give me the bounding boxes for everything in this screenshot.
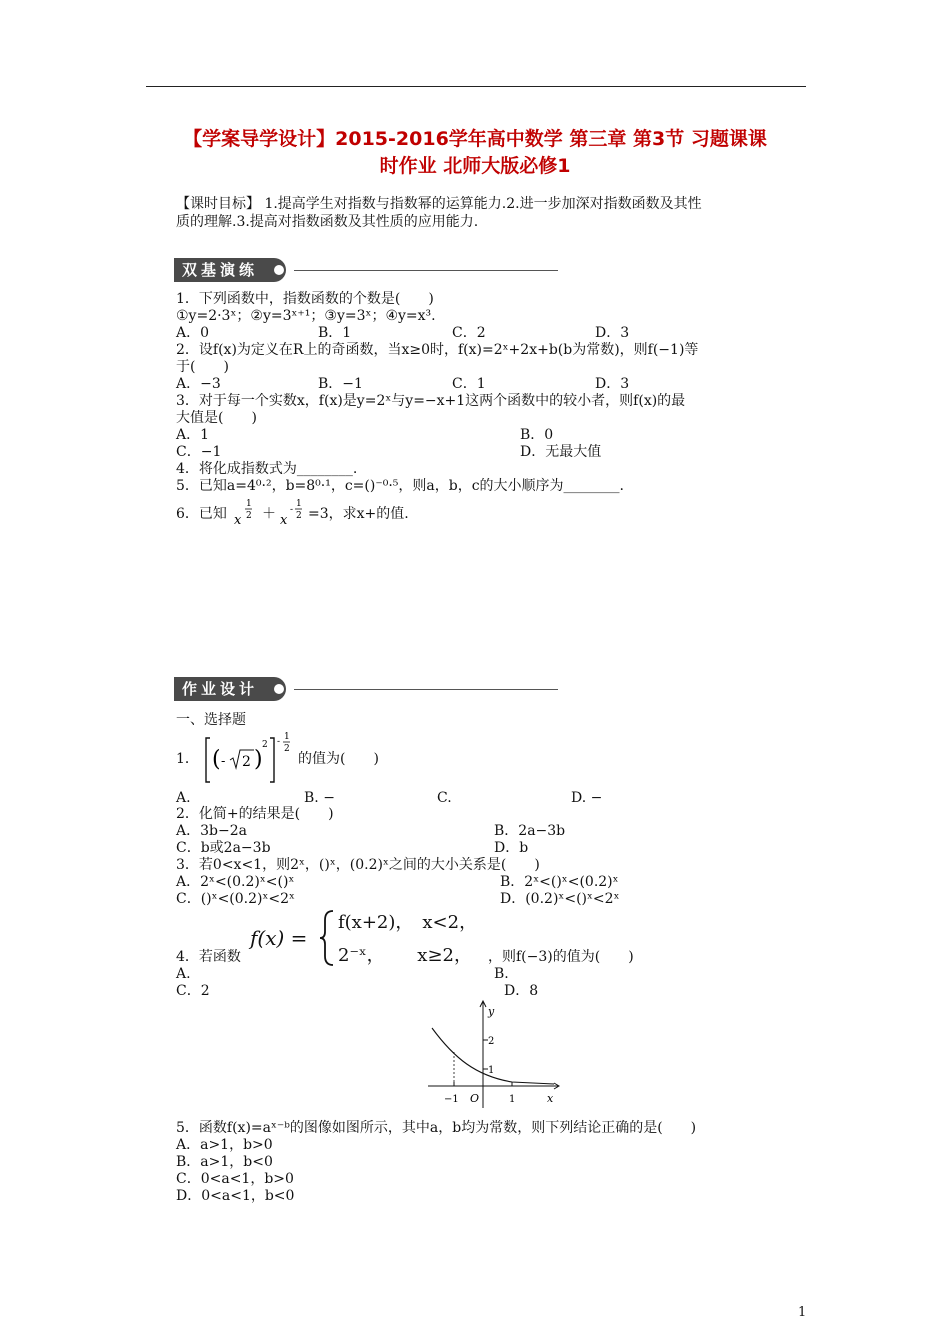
q6-prefix: 6．已知 — [176, 506, 227, 522]
section-banner-homework — [174, 677, 558, 703]
q1-options: ①y=2·3ˣ；②y=3ˣ⁺¹；③y=3ˣ；④y=x³. — [176, 308, 436, 324]
svg-text:1: 1 — [246, 499, 252, 509]
objective-line1: 【课时目标】 1.提高学生对指数与指数幂的运算能力.2.进一步加深对指数函数及其性 — [176, 196, 702, 212]
hw1-option-b: B. − — [304, 790, 335, 806]
q6-suffix: =3，求x+的值. — [308, 506, 409, 522]
svg-text:-: - — [221, 754, 226, 769]
hw4-option-b: B. — [494, 966, 509, 982]
hw5-graph — [426, 998, 562, 1112]
q2-line2: 于( ) — [176, 359, 229, 375]
q1-option-d: D．3 — [595, 325, 630, 341]
hw4-brace — [318, 908, 336, 968]
q3-option-a: A．1 — [176, 427, 210, 443]
section-rule — [294, 270, 558, 271]
document-title-line2: 时作业 北师大版必修1 — [379, 155, 571, 177]
svg-text:2: 2 — [262, 740, 268, 750]
graph-tick-y1: 1 — [488, 1065, 495, 1076]
hw2-option-b: B．2a−3b — [494, 823, 566, 839]
graph-tick-y2: 2 — [488, 1036, 495, 1047]
q1-option-a: A．0 — [176, 325, 210, 341]
hw2-option-a: A．3b−2a — [176, 823, 247, 839]
section-rule — [294, 689, 558, 690]
hw4-suffix: ，则f(−3)的值为( ) — [488, 949, 634, 965]
graph-tick-xm1: −1 — [444, 1094, 459, 1105]
svg-text:1: 1 — [296, 499, 302, 509]
bullet-icon — [274, 265, 284, 275]
hw1-option-a: A. — [176, 790, 191, 806]
q4-text: 4．将化成指数式为________. — [176, 461, 358, 477]
svg-text:2: 2 — [242, 754, 251, 770]
q3-option-b: B．0 — [520, 427, 554, 443]
hw2-stem: 2．化简+的结果是( ) — [176, 806, 334, 822]
hw5-stem: 5．函数f(x)=aˣ⁻ᵇ的图像如图所示，其中a，b均为常数，则下列结论正确的是( ) — [176, 1120, 697, 1136]
header-rule — [146, 86, 806, 87]
hw1-expression — [200, 730, 300, 786]
svg-text:(: ( — [212, 747, 221, 772]
q3-line1: 3．对于每一个实数x，f(x)是y=2ˣ与y=−x+1这两个函数中的较小者，则f(x)的最 — [176, 393, 686, 409]
q1-option-b: B．1 — [318, 325, 352, 341]
hw3-option-b: B．2ˣ<()ˣ<(0.2)ˣ — [500, 874, 619, 890]
document-title-line1: 【学案导学设计】2015-2016学年高中数学 第三章 第3节 习题课课 — [183, 128, 767, 150]
q2-option-c: C．1 — [452, 376, 486, 392]
svg-text:): ) — [254, 747, 263, 772]
hw3-option-c: C．()ˣ<(0.2)ˣ<2ˣ — [176, 891, 295, 907]
hw2-option-c: C．b或2a−3b — [176, 840, 271, 856]
q2-option-d: D．3 — [595, 376, 630, 392]
q3-line2: 大值是( ) — [176, 410, 257, 426]
graph-tick-x1: 1 — [509, 1094, 516, 1105]
svg-text:-: - — [290, 505, 294, 515]
graph-y-label: y — [488, 1005, 495, 1018]
hw1-number: 1． — [176, 751, 199, 767]
q2-option-b: B．−1 — [318, 376, 363, 392]
q1-stem: 1．下列函数中，指数函数的个数是( ) — [176, 291, 434, 307]
hw5-option-c: C．0<a<1，b>0 — [176, 1171, 294, 1187]
hw2-option-d: D．b — [494, 840, 529, 856]
hw1-option-c: C. — [437, 790, 452, 806]
svg-text:2: 2 — [284, 744, 290, 754]
q6-plus: ＋ — [262, 506, 276, 522]
svg-text:2: 2 — [246, 511, 252, 521]
page-number: 1 — [798, 1305, 807, 1320]
q1-option-c: C．2 — [452, 325, 486, 341]
hw1-option-d: D. − — [571, 790, 603, 806]
section-label: 作业设计 — [174, 677, 286, 701]
svg-text:-: - — [277, 737, 281, 747]
hw1-suffix: 的值为( ) — [298, 751, 379, 767]
hw5-option-d: D．0<a<1，b<0 — [176, 1188, 295, 1204]
hw5-option-b: B．a>1，b<0 — [176, 1154, 273, 1170]
section-banner-basics — [174, 258, 558, 284]
bullet-icon — [274, 684, 284, 694]
q3-option-d: D．无最大值 — [520, 444, 602, 460]
hw4-option-a: A. — [176, 966, 191, 982]
q3-option-c: C．−1 — [176, 444, 222, 460]
hw4-piece2: 2⁻ˣ， x≥2， — [338, 945, 472, 966]
hw4-option-d: D．8 — [504, 983, 539, 999]
svg-text:x: x — [280, 513, 288, 528]
graph-x-label: x — [547, 1092, 554, 1105]
hw4-piece1: f(x+2)， x<2， — [338, 912, 478, 933]
hw3-stem: 3．若0<x<1，则2ˣ，()ˣ，(0.2)ˣ之间的大小关系是( ) — [176, 857, 540, 873]
hw3-option-d: D．(0.2)ˣ<()ˣ<2ˣ — [500, 891, 620, 907]
hw5-option-a: A．a>1，b>0 — [176, 1137, 273, 1153]
q2-line1: 2．设f(x)为定义在R上的奇函数，当x≥0时，f(x)=2ˣ+2x+b(b为常数)，则f(−1)等 — [176, 342, 699, 358]
objective-line2: 质的理解.3.提高对指数函数及其性质的应用能力. — [176, 214, 479, 230]
part-heading: 一、选择题 — [176, 712, 246, 728]
svg-text:2: 2 — [296, 511, 302, 521]
hw4-prefix: 4．若函数 — [176, 949, 241, 965]
hw4-fx-label: f(x) = — [250, 926, 308, 950]
q2-option-a: A．−3 — [176, 376, 221, 392]
hw4-option-c: C．2 — [176, 983, 210, 999]
q5-text: 5．已知a=4⁰·²，b=8⁰·¹，c=()⁻⁰·⁵，则a，b，c的大小顺序为________. — [176, 478, 624, 494]
hw3-option-a: A．2ˣ<(0.2)ˣ<()ˣ — [176, 874, 295, 890]
svg-text:1: 1 — [284, 732, 290, 742]
svg-text:x: x — [234, 513, 242, 528]
graph-origin-label: O — [470, 1092, 480, 1105]
section-label: 双基演练 — [174, 258, 286, 282]
